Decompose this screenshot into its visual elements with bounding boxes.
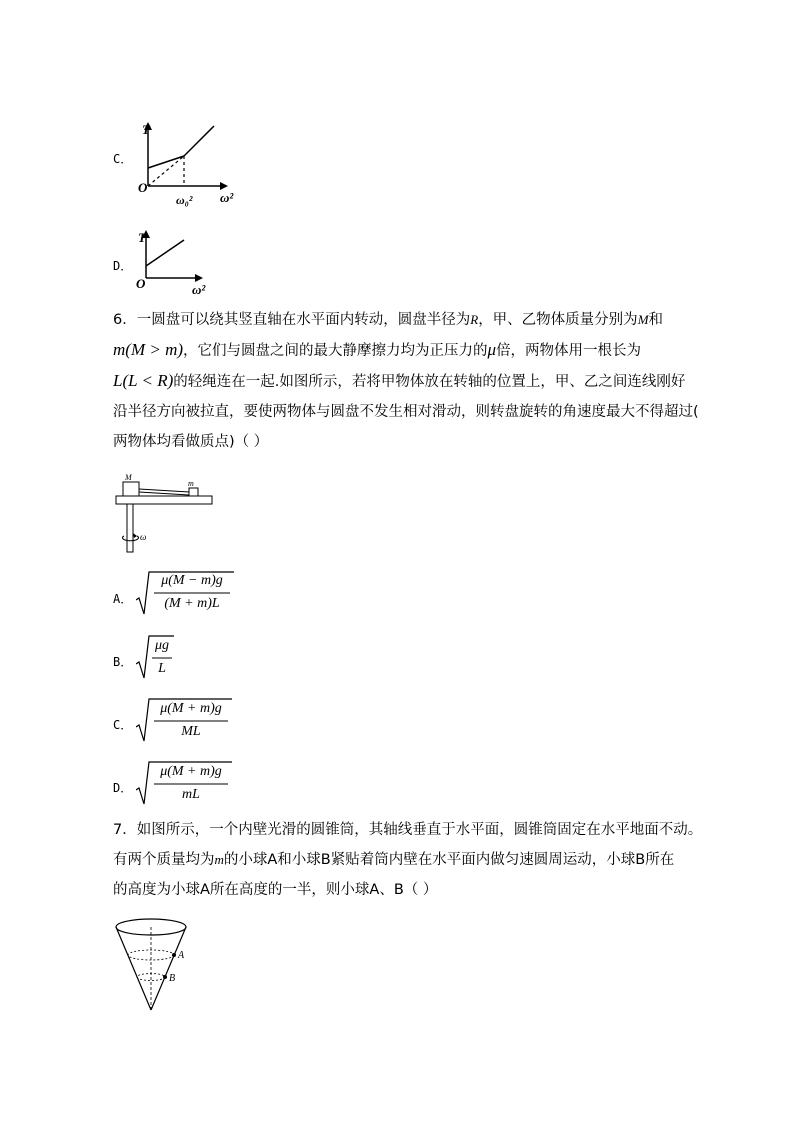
q6-option-c-label: C． <box>113 718 133 732</box>
q6-line3-math: L(L < R) <box>113 371 174 390</box>
q5c-x-mark-label: ω₀² <box>176 193 193 207</box>
q7-fig-label-a: A <box>178 950 185 961</box>
q6-option-c-num: μ(M + m)g <box>160 701 222 716</box>
q5-option-c-label: C． <box>113 152 133 166</box>
q6-line3-text: 的轻绳连在一起.如图所示，若将甲物体放在转轴的位置上，甲、乙之间连线刚好 <box>173 374 686 390</box>
q6-option-d-num: μ(M + m)g <box>160 764 222 779</box>
q6-line4: 沿半径方向被拉直，要使两物体与圆盘不发生相对滑动，则转盘旋转的角速度最大不得超过( <box>113 404 699 420</box>
q7-line3: 的高度为小球A所在高度的一半，则小球A、B（ ） <box>113 882 438 898</box>
q6-var-mu: μ <box>487 340 497 359</box>
q6-option-b-den: L <box>158 661 166 676</box>
q6-var-r: R <box>470 312 479 327</box>
q6-line2-text: ，它们与圆盘之间的最大静摩擦力均为正压力的 <box>183 343 488 359</box>
q6-line1-a: 6．一圆盘可以绕其竖直轴在水平面内转动，圆盘半径为 <box>113 312 471 328</box>
q6-option-a-num: μ(M − m)g <box>161 573 223 588</box>
q6-stem <box>113 305 699 457</box>
q6-line1-c: 和 <box>648 312 664 328</box>
q5-option-d-label: D． <box>113 259 133 273</box>
q6-fig-mass-small: m <box>188 479 194 488</box>
q6-option-a-den: (M + m)L <box>164 596 220 611</box>
q7-line2-a: 有两个质量均为 <box>113 852 215 868</box>
q6-option-a-label: A． <box>113 592 133 606</box>
q7-cone-figure <box>110 915 200 1015</box>
q6-option-d-den: mL <box>182 787 200 802</box>
q7-line2-b: 的小球A和小球B紧贴着筒内壁在水平面内做匀速圆周运动，小球B所在 <box>223 852 675 868</box>
q6-option-b-num: μg <box>154 638 170 653</box>
q5-option-d-graph <box>136 226 236 298</box>
q7-line1: 7．如图所示，一个内壁光滑的圆锥筒，其轴线垂直于水平面，圆锥筒固定在水平地面不动。 <box>113 822 703 838</box>
q7-var-m: m <box>214 852 224 867</box>
q6-turntable-figure <box>112 470 222 558</box>
q6-line2-end: 倍，两物体用一根长为 <box>496 343 642 359</box>
q6-var-m-big: M <box>637 312 649 327</box>
q6-line5: 两物体均看做质点)（ ） <box>113 434 269 450</box>
q5d-origin-label: O <box>136 276 146 291</box>
q7-stem <box>113 815 703 905</box>
q5c-origin-label: O <box>138 180 148 195</box>
q5c-y-axis-label: T <box>142 122 150 137</box>
q5d-y-axis-label: T <box>138 230 146 245</box>
q5d-x-axis-label: ω² <box>192 282 206 297</box>
q6-line2-math: m(M > m) <box>113 340 184 359</box>
q5c-x-axis-label: ω² <box>220 190 234 205</box>
q6-line1-b: ，甲、乙物体质量分别为 <box>478 312 638 328</box>
q6-option-d-label: D． <box>113 781 133 795</box>
q6-option-b-label: B． <box>113 655 133 669</box>
q6-option-c-den: ML <box>181 724 201 739</box>
q7-fig-label-b: B <box>169 973 176 984</box>
q5-option-c-graph <box>138 118 248 210</box>
q6-fig-mass-big: M <box>125 473 132 482</box>
q6-fig-omega: ω <box>140 532 147 542</box>
